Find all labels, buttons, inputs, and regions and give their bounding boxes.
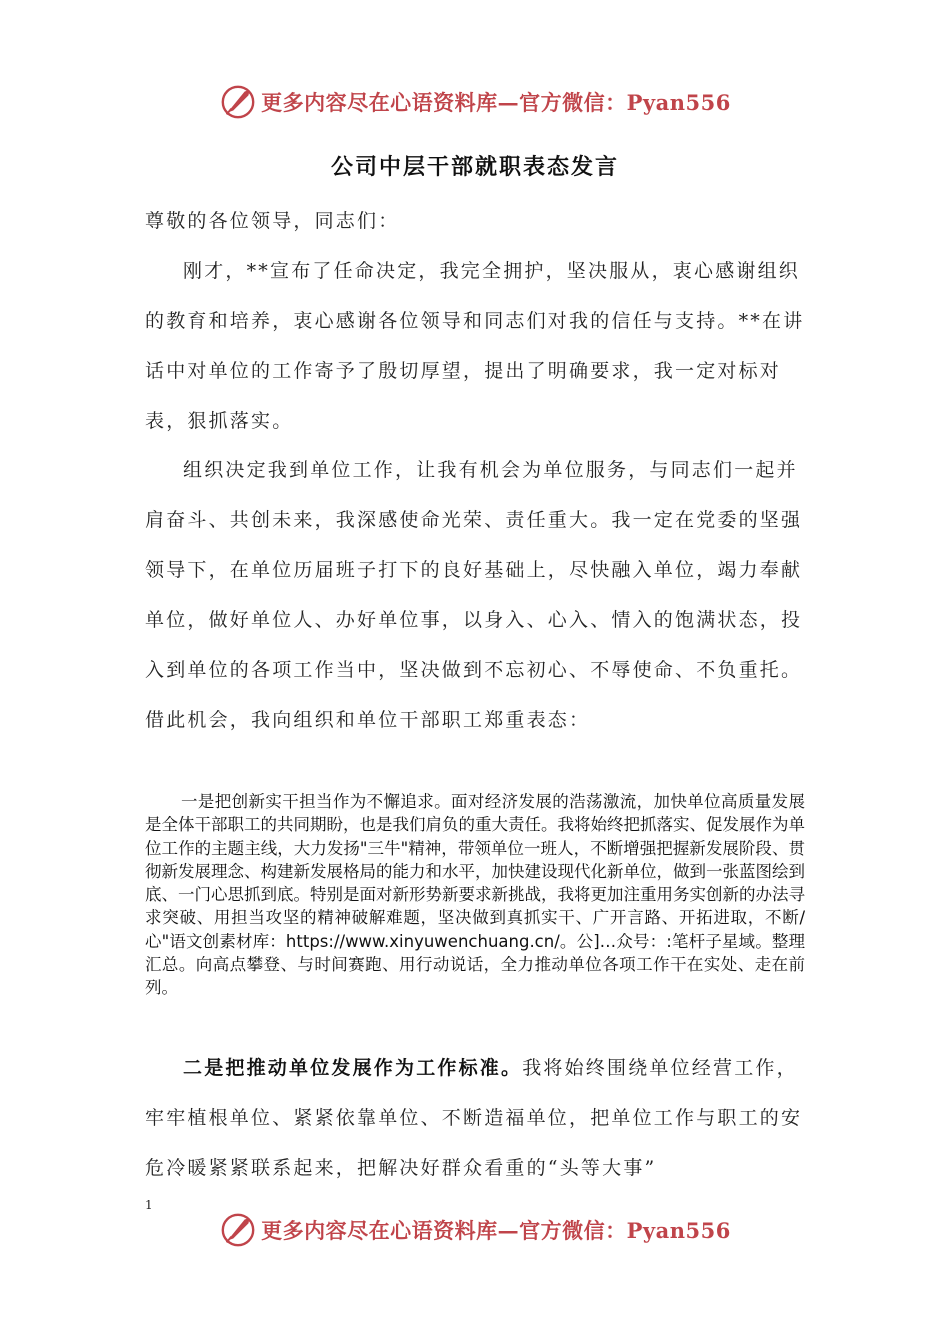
document-title: 公司中层干部就职表态发言 xyxy=(330,154,619,180)
paragraph-4-lead: 二是把推动单位发展作为工作标准。 xyxy=(183,1057,523,1079)
paragraph-3: 一是把创新实干担当作为不懈追求。面对经济发展的浩荡激流，加快单位高质量发展是全体干部职工的共同期盼，也是我们肩负的重大责任。我将始终把抓落实、促发展作为单位工作的主题主线，大力发扬"三牛"精神，带领单位一班人，不断增强把握新发展阶段、贯彻新发展理念、构建新发展格局的能力和水平，加快建设现代化新单位，做到一张蓝图绘到底、一门心思抓到底。特别是面对新形势新要求新挑战，我将更加注重用务实创新的办法寻求突破、用担当攻坚的精神破解难题，坚决做到真抓实干、广开言路、开拓进取，不断/心"语文创素材库：https://www.xinyuwenchuang.cn/。公]…众号：:笔杆子星域。整理汇总。向高点攀登、与时间赛跑、用行动说话，全力推动单位各项工作干在实处、走在前列。 xyxy=(145,792,805,998)
banner-text: 更多内容尽在心语资料库—官方微信：Pyan556 xyxy=(261,90,731,115)
page-number: 1 xyxy=(145,1198,153,1212)
paragraph-block-2 xyxy=(145,445,805,745)
greeting-block xyxy=(145,196,805,246)
paragraph-block-1 xyxy=(145,246,805,446)
paragraph-block-4 xyxy=(145,1043,805,1193)
paragraph-2: 组织决定我到单位工作，让我有机会为单位服务，与同志们一起并肩奋斗、共创未来，我深感使命光荣、责任重大。我一定在党委的坚强领导下，在单位历届班子打下的良好基础上，尽快融入单位，竭力奉献单位，做好单位人、办好单位事，以身入、心入、情入的饱满状态，投入到单位的各项工作当中，坚决做到不忘初心、不辱使命、不负重托。借此机会，我向组织和单位干部职工郑重表态： xyxy=(145,459,803,731)
banner-text: 更多内容尽在心语资料库—官方微信：Pyan556 xyxy=(261,1218,731,1243)
paragraph-4 xyxy=(145,1043,805,1193)
greeting: 尊敬的各位领导，同志们： xyxy=(145,210,400,232)
paragraph-1: 刚才，**宣布了任命决定，我完全拥护，坚决服从，衷心感谢组织的教育和培养，衷心感谢各位领导和同志们对我的信任与支持。**在讲话中对单位的工作寄予了殷切厚望，提出了明确要求，我一定对标对表，狠抓落实。 xyxy=(145,260,805,432)
paragraph-block-3 xyxy=(145,790,805,1000)
footer-banner xyxy=(0,1208,950,1252)
quill-logo-icon xyxy=(219,1211,257,1249)
paragraph-4-rest: 我将始终围绕单位经营工作，牢牢植根单位、紧紧依靠单位、不断造福单位，把单位工作与职工的安危冷暖紧紧联系起来，把解决好群众看重的“头等大事” xyxy=(145,1057,803,1179)
quill-logo-icon xyxy=(219,83,257,121)
header-banner xyxy=(0,80,950,124)
